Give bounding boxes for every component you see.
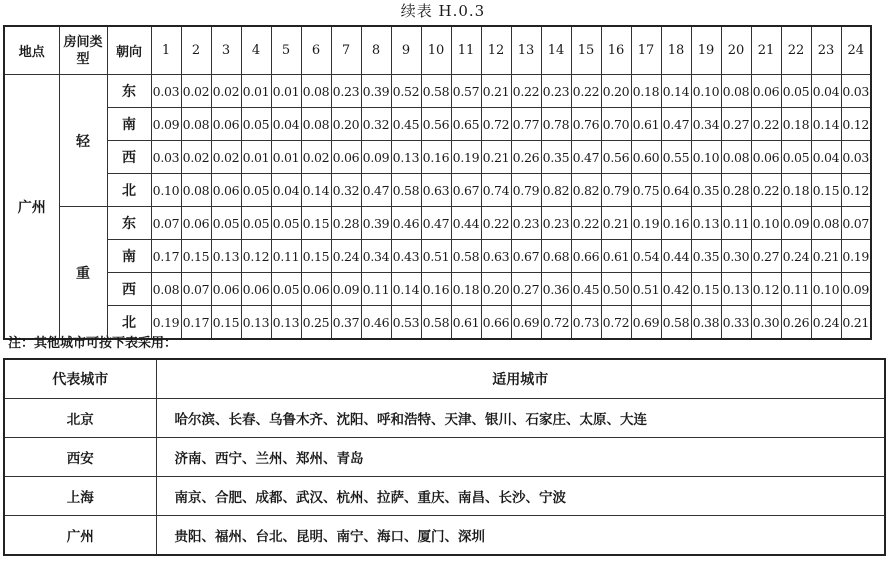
value-cell: 0.54: [631, 240, 661, 273]
table-row: [4, 75, 871, 108]
value-cell: 0.58: [421, 75, 451, 108]
value-cell: 0.63: [421, 174, 451, 207]
value-cell: 0.10: [751, 207, 781, 240]
applicable-cities-cell: 南京、合肥、成都、武汉、杭州、拉萨、重庆、南昌、长沙、宁波: [156, 477, 885, 516]
city-row: [4, 516, 885, 556]
value-cell: 0.46: [361, 306, 391, 340]
representative-city-cell: 北京: [4, 399, 156, 438]
value-cell: 0.58: [451, 240, 481, 273]
value-cell: 0.09: [361, 141, 391, 174]
value-cell: 0.01: [271, 141, 301, 174]
value-cell: 0.47: [361, 174, 391, 207]
value-cell: 0.08: [151, 273, 181, 306]
orientation-cell: 南: [107, 240, 151, 273]
value-cell: 0.21: [601, 207, 631, 240]
value-cell: 0.03: [151, 75, 181, 108]
value-cell: 0.36: [541, 273, 571, 306]
value-cell: 0.12: [751, 273, 781, 306]
value-cell: 0.09: [151, 108, 181, 141]
header-hour: 6: [301, 26, 331, 75]
value-cell: 0.12: [841, 174, 871, 207]
value-cell: 0.69: [631, 306, 661, 340]
value-cell: 0.06: [241, 273, 271, 306]
value-cell: 0.22: [751, 108, 781, 141]
value-cell: 0.61: [631, 108, 661, 141]
value-cell: 0.22: [751, 174, 781, 207]
header-orientation: 朝向: [107, 26, 151, 75]
value-cell: 0.60: [631, 141, 661, 174]
header-hour: 10: [421, 26, 451, 75]
value-cell: 0.35: [691, 174, 721, 207]
header-hour: 1: [151, 26, 181, 75]
site-cell: 广州: [4, 75, 59, 340]
header-hour: 7: [331, 26, 361, 75]
value-cell: 0.03: [841, 75, 871, 108]
value-cell: 0.38: [691, 306, 721, 340]
value-cell: 0.30: [751, 306, 781, 340]
city-table-body: [4, 399, 885, 556]
value-cell: 0.14: [391, 273, 421, 306]
value-cell: 0.72: [541, 306, 571, 340]
value-cell: 0.35: [541, 141, 571, 174]
value-cell: 0.03: [841, 141, 871, 174]
cooling-load-factor-table: [3, 25, 872, 340]
table-caption: 续表 H.0.3: [400, 2, 486, 20]
value-cell: 0.06: [211, 273, 241, 306]
value-cell: 0.69: [511, 306, 541, 340]
value-cell: 0.82: [571, 174, 601, 207]
value-cell: 0.17: [151, 240, 181, 273]
header-hour: 11: [451, 26, 481, 75]
value-cell: 0.23: [511, 207, 541, 240]
value-cell: 0.13: [721, 273, 751, 306]
value-cell: 0.33: [721, 306, 751, 340]
value-cell: 0.23: [541, 75, 571, 108]
table-note: 注：其他城市可按下表采用：: [8, 336, 178, 351]
value-cell: 0.27: [751, 240, 781, 273]
value-cell: 0.44: [661, 240, 691, 273]
value-cell: 0.15: [181, 240, 211, 273]
value-cell: 0.10: [811, 273, 841, 306]
value-cell: 0.82: [541, 174, 571, 207]
applicable-cities-cell: 哈尔滨、长春、乌鲁木齐、沈阳、呼和浩特、天津、银川、石家庄、太原、大连: [156, 399, 885, 438]
city-mapping-table: [3, 358, 886, 556]
value-cell: 0.75: [631, 174, 661, 207]
value-cell: 0.08: [181, 174, 211, 207]
header-hour: 22: [781, 26, 811, 75]
value-cell: 0.13: [271, 306, 301, 340]
value-cell: 0.24: [781, 240, 811, 273]
value-cell: 0.19: [151, 306, 181, 340]
header-representative-city: 代表城市: [4, 359, 156, 399]
header-hour: 16: [601, 26, 631, 75]
value-cell: 0.14: [661, 75, 691, 108]
header-applicable-cities: 适用城市: [156, 359, 885, 399]
value-cell: 0.64: [661, 174, 691, 207]
table-row: [4, 141, 871, 174]
table-row: [4, 207, 871, 240]
orientation-cell: 南: [107, 108, 151, 141]
value-cell: 0.21: [481, 141, 511, 174]
value-cell: 0.06: [181, 207, 211, 240]
value-cell: 0.50: [601, 273, 631, 306]
value-cell: 0.08: [181, 108, 211, 141]
representative-city-cell: 广州: [4, 516, 156, 556]
orientation-cell: 西: [107, 273, 151, 306]
orientation-cell: 西: [107, 141, 151, 174]
value-cell: 0.04: [271, 174, 301, 207]
value-cell: 0.02: [301, 141, 331, 174]
value-cell: 0.42: [661, 273, 691, 306]
table-row: [4, 174, 871, 207]
value-cell: 0.67: [451, 174, 481, 207]
value-cell: 0.02: [211, 141, 241, 174]
header-hour: 21: [751, 26, 781, 75]
value-cell: 0.04: [811, 75, 841, 108]
value-cell: 0.65: [451, 108, 481, 141]
value-cell: 0.06: [331, 141, 361, 174]
value-cell: 0.67: [511, 240, 541, 273]
value-cell: 0.46: [391, 207, 421, 240]
city-row: [4, 477, 885, 516]
value-cell: 0.79: [511, 174, 541, 207]
value-cell: 0.08: [811, 207, 841, 240]
header-hour: 2: [181, 26, 211, 75]
value-cell: 0.47: [421, 207, 451, 240]
value-cell: 0.15: [301, 207, 331, 240]
value-cell: 0.05: [241, 207, 271, 240]
value-cell: 0.20: [601, 75, 631, 108]
value-cell: 0.07: [841, 207, 871, 240]
value-cell: 0.79: [601, 174, 631, 207]
value-cell: 0.18: [631, 75, 661, 108]
value-cell: 0.18: [781, 174, 811, 207]
value-cell: 0.72: [601, 306, 631, 340]
value-cell: 0.08: [301, 75, 331, 108]
value-cell: 0.08: [721, 141, 751, 174]
value-cell: 0.17: [181, 306, 211, 340]
value-cell: 0.05: [271, 207, 301, 240]
value-cell: 0.18: [451, 273, 481, 306]
value-cell: 0.16: [661, 207, 691, 240]
value-cell: 0.52: [391, 75, 421, 108]
value-cell: 0.05: [211, 207, 241, 240]
value-cell: 0.19: [841, 240, 871, 273]
value-cell: 0.10: [691, 141, 721, 174]
header-site: 地点: [4, 26, 59, 75]
header-hour: 9: [391, 26, 421, 75]
header-hour: 17: [631, 26, 661, 75]
value-cell: 0.63: [481, 240, 511, 273]
value-cell: 0.27: [721, 108, 751, 141]
value-cell: 0.01: [241, 75, 271, 108]
value-cell: 0.15: [691, 273, 721, 306]
value-cell: 0.28: [331, 207, 361, 240]
value-cell: 0.37: [331, 306, 361, 340]
value-cell: 0.02: [181, 75, 211, 108]
value-cell: 0.02: [181, 141, 211, 174]
value-cell: 0.12: [841, 108, 871, 141]
representative-city-cell: 上海: [4, 477, 156, 516]
value-cell: 0.56: [421, 108, 451, 141]
value-cell: 0.39: [361, 75, 391, 108]
orientation-cell: 东: [107, 75, 151, 108]
header-hour: 19: [691, 26, 721, 75]
value-cell: 0.45: [571, 273, 601, 306]
value-cell: 0.13: [211, 240, 241, 273]
value-cell: 0.66: [481, 306, 511, 340]
value-cell: 0.13: [391, 141, 421, 174]
header-hour: 4: [241, 26, 271, 75]
value-cell: 0.28: [721, 174, 751, 207]
city-row: [4, 438, 885, 477]
value-cell: 0.06: [211, 108, 241, 141]
value-cell: 0.77: [511, 108, 541, 141]
value-cell: 0.05: [241, 108, 271, 141]
value-cell: 0.09: [331, 273, 361, 306]
header-room-type: 房间类型: [59, 26, 107, 75]
value-cell: 0.15: [301, 240, 331, 273]
value-cell: 0.06: [211, 174, 241, 207]
value-cell: 0.21: [481, 75, 511, 108]
value-cell: 0.12: [241, 240, 271, 273]
header-hour: 15: [571, 26, 601, 75]
header-hour: 12: [481, 26, 511, 75]
header-hour: 20: [721, 26, 751, 75]
value-cell: 0.21: [841, 306, 871, 340]
value-cell: 0.01: [271, 75, 301, 108]
value-cell: 0.06: [751, 75, 781, 108]
value-cell: 0.68: [541, 240, 571, 273]
header-hour: 13: [511, 26, 541, 75]
header-hour: 3: [211, 26, 241, 75]
value-cell: 0.07: [181, 273, 211, 306]
value-cell: 0.22: [511, 75, 541, 108]
value-cell: 0.24: [331, 240, 361, 273]
value-cell: 0.47: [571, 141, 601, 174]
table-body: [4, 75, 871, 340]
value-cell: 0.30: [721, 240, 751, 273]
value-cell: 0.44: [451, 207, 481, 240]
value-cell: 0.14: [811, 108, 841, 141]
table-row: [4, 240, 871, 273]
value-cell: 0.19: [631, 207, 661, 240]
value-cell: 0.15: [811, 174, 841, 207]
header-hour: 5: [271, 26, 301, 75]
header-row: [4, 26, 871, 75]
header-hour: 24: [841, 26, 871, 75]
city-header-row: [4, 359, 885, 399]
value-cell: 0.20: [481, 273, 511, 306]
value-cell: 0.43: [391, 240, 421, 273]
value-cell: 0.13: [691, 207, 721, 240]
value-cell: 0.09: [841, 273, 871, 306]
value-cell: 0.11: [361, 273, 391, 306]
representative-city-cell: 西安: [4, 438, 156, 477]
value-cell: 0.72: [481, 108, 511, 141]
value-cell: 0.32: [331, 174, 361, 207]
value-cell: 0.45: [391, 108, 421, 141]
value-cell: 0.18: [781, 108, 811, 141]
value-cell: 0.05: [241, 174, 271, 207]
value-cell: 0.05: [781, 75, 811, 108]
value-cell: 0.76: [571, 108, 601, 141]
value-cell: 0.16: [421, 273, 451, 306]
value-cell: 0.11: [721, 207, 751, 240]
value-cell: 0.11: [271, 240, 301, 273]
value-cell: 0.58: [391, 174, 421, 207]
value-cell: 0.11: [781, 273, 811, 306]
value-cell: 0.51: [421, 240, 451, 273]
value-cell: 0.04: [271, 108, 301, 141]
value-cell: 0.70: [601, 108, 631, 141]
value-cell: 0.53: [391, 306, 421, 340]
value-cell: 0.02: [211, 75, 241, 108]
value-cell: 0.55: [661, 141, 691, 174]
orientation-cell: 东: [107, 207, 151, 240]
city-row: [4, 399, 885, 438]
value-cell: 0.74: [481, 174, 511, 207]
value-cell: 0.20: [331, 108, 361, 141]
value-cell: 0.32: [361, 108, 391, 141]
header-hour: 8: [361, 26, 391, 75]
value-cell: 0.10: [151, 174, 181, 207]
value-cell: 0.23: [331, 75, 361, 108]
value-cell: 0.08: [721, 75, 751, 108]
value-cell: 0.35: [691, 240, 721, 273]
room-type-cell: 轻: [59, 75, 107, 207]
value-cell: 0.21: [811, 240, 841, 273]
value-cell: 0.58: [421, 306, 451, 340]
value-cell: 0.51: [631, 273, 661, 306]
value-cell: 0.25: [301, 306, 331, 340]
value-cell: 0.09: [781, 207, 811, 240]
value-cell: 0.26: [781, 306, 811, 340]
value-cell: 0.66: [571, 240, 601, 273]
value-cell: 0.14: [301, 174, 331, 207]
value-cell: 0.13: [241, 306, 271, 340]
value-cell: 0.61: [601, 240, 631, 273]
header-hour: 14: [541, 26, 571, 75]
value-cell: 0.23: [541, 207, 571, 240]
room-type-cell: 重: [59, 207, 107, 340]
value-cell: 0.15: [211, 306, 241, 340]
value-cell: 0.16: [421, 141, 451, 174]
value-cell: 0.05: [781, 141, 811, 174]
value-cell: 0.04: [811, 141, 841, 174]
value-cell: 0.34: [691, 108, 721, 141]
value-cell: 0.24: [811, 306, 841, 340]
value-cell: 0.47: [661, 108, 691, 141]
value-cell: 0.10: [691, 75, 721, 108]
value-cell: 0.22: [481, 207, 511, 240]
table-row: [4, 108, 871, 141]
value-cell: 0.07: [151, 207, 181, 240]
value-cell: 0.61: [451, 306, 481, 340]
value-cell: 0.08: [301, 108, 331, 141]
value-cell: 0.26: [511, 141, 541, 174]
value-cell: 0.01: [241, 141, 271, 174]
value-cell: 0.22: [571, 75, 601, 108]
orientation-cell: 北: [107, 174, 151, 207]
value-cell: 0.06: [751, 141, 781, 174]
value-cell: 0.57: [451, 75, 481, 108]
value-cell: 0.73: [571, 306, 601, 340]
applicable-cities-cell: 济南、西宁、兰州、郑州、青岛: [156, 438, 885, 477]
value-cell: 0.22: [571, 207, 601, 240]
value-cell: 0.58: [661, 306, 691, 340]
header-hour: 18: [661, 26, 691, 75]
header-hour: 23: [811, 26, 841, 75]
applicable-cities-cell: 贵阳、福州、台北、昆明、南宁、海口、厦门、深圳: [156, 516, 885, 556]
value-cell: 0.27: [511, 273, 541, 306]
value-cell: 0.56: [601, 141, 631, 174]
value-cell: 0.05: [271, 273, 301, 306]
value-cell: 0.19: [451, 141, 481, 174]
value-cell: 0.06: [301, 273, 331, 306]
value-cell: 0.34: [361, 240, 391, 273]
value-cell: 0.78: [541, 108, 571, 141]
orientation-cell: 北: [107, 306, 151, 340]
value-cell: 0.03: [151, 141, 181, 174]
value-cell: 0.39: [361, 207, 391, 240]
table-row: [4, 273, 871, 306]
